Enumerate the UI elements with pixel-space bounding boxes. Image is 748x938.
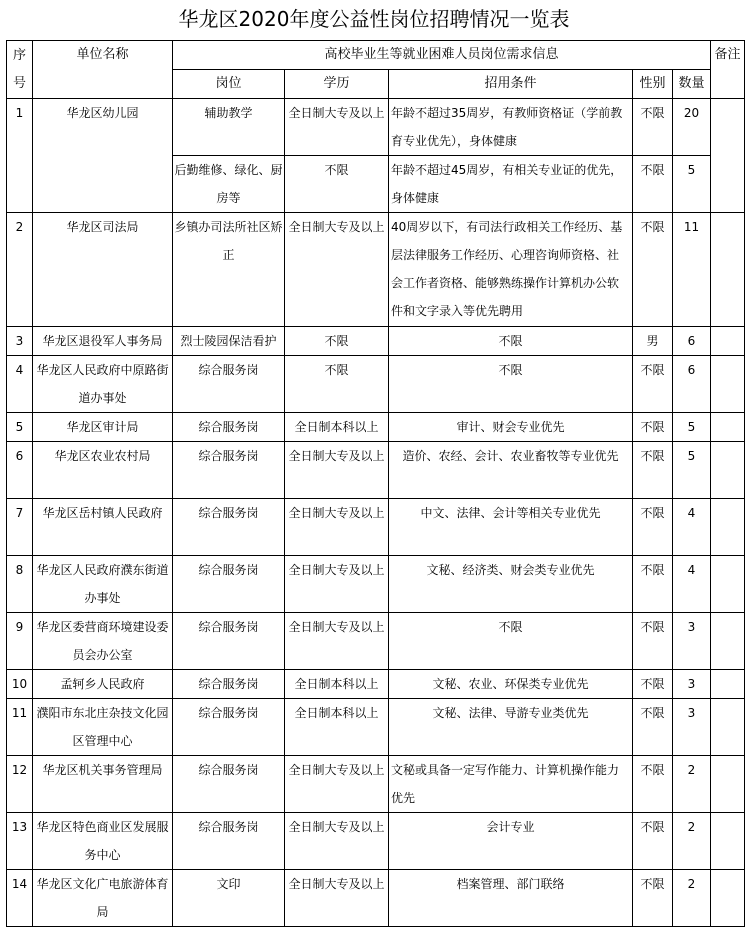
table-row: [7, 327, 745, 356]
cell-edu: 全日制大专及以上: [285, 442, 389, 499]
cell-note: [711, 870, 745, 927]
cell-cond: 年龄不超过35周岁，有教师资格证（学前教育专业优先），身体健康: [389, 99, 633, 156]
cell-count: 3: [673, 613, 711, 670]
cell-count: 6: [673, 327, 711, 356]
cell-note: [711, 613, 745, 670]
cell-sex: 不限: [633, 870, 673, 927]
cell-unit: 华龙区审计局: [33, 413, 173, 442]
cell-sex: 不限: [633, 213, 673, 327]
cell-unit: 华龙区农业农村局: [33, 442, 173, 499]
cell-seq: 8: [7, 556, 33, 613]
cell-sex: 不限: [633, 356, 673, 413]
header-edu: 学历: [285, 70, 389, 99]
cell-edu: 全日制大专及以上: [285, 870, 389, 927]
cell-post: 乡镇办司法所社区矫正: [173, 213, 285, 327]
header-note: 备注: [711, 41, 745, 99]
cell-count: 2: [673, 870, 711, 927]
cell-sex: 不限: [633, 499, 673, 556]
table-row: [7, 213, 745, 327]
cell-cond: 文秘、法律、导游专业类优先: [389, 699, 633, 756]
header-post: 岗位: [173, 70, 285, 99]
cell-cond: 文秘或具备一定写作能力、计算机操作能力优先: [389, 756, 633, 813]
cell-unit: 华龙区机关事务管理局: [33, 756, 173, 813]
cell-count: 5: [673, 413, 711, 442]
cell-edu: 全日制本科以上: [285, 670, 389, 699]
cell-sex: 不限: [633, 413, 673, 442]
cell-sex: 不限: [633, 556, 673, 613]
cell-note: [711, 556, 745, 613]
table-row: [7, 442, 745, 499]
cell-sex: 不限: [633, 442, 673, 499]
cell-sex: 不限: [633, 670, 673, 699]
cell-seq: 1: [7, 99, 33, 213]
cell-note: [711, 442, 745, 499]
table-row: [7, 870, 745, 927]
cell-sex: 不限: [633, 756, 673, 813]
cell-edu: 全日制大专及以上: [285, 613, 389, 670]
cell-count: 3: [673, 699, 711, 756]
cell-note: [711, 213, 745, 327]
cell-seq: 14: [7, 870, 33, 927]
cell-post: 综合服务岗: [173, 442, 285, 499]
cell-note: [711, 356, 745, 413]
cell-note: [711, 327, 745, 356]
cell-unit: 华龙区委营商环境建设委员会办公室: [33, 613, 173, 670]
cell-seq: 12: [7, 756, 33, 813]
cell-cond: 不限: [389, 356, 633, 413]
cell-note: [711, 813, 745, 870]
cell-unit: 濮阳市东北庄杂技文化园区管理中心: [33, 699, 173, 756]
header-seq: 序号: [7, 41, 33, 99]
cell-post: 综合服务岗: [173, 699, 285, 756]
cell-post: 综合服务岗: [173, 613, 285, 670]
cell-seq: 4: [7, 356, 33, 413]
header-group: 高校毕业生等就业困难人员岗位需求信息: [173, 41, 711, 70]
cell-count: 3: [673, 670, 711, 699]
cell-seq: 6: [7, 442, 33, 499]
recruitment-table: [6, 40, 745, 927]
cell-unit: 华龙区幼儿园: [33, 99, 173, 213]
cell-cond: 会计专业: [389, 813, 633, 870]
cell-post: 综合服务岗: [173, 413, 285, 442]
cell-seq: 5: [7, 413, 33, 442]
cell-note: [711, 499, 745, 556]
cell-note: [711, 670, 745, 699]
header-sex: 性别: [633, 70, 673, 99]
table-row: [7, 670, 745, 699]
cell-count: 2: [673, 756, 711, 813]
cell-note: [711, 699, 745, 756]
cell-edu: 全日制大专及以上: [285, 813, 389, 870]
cell-cond: 文秘、农业、环保类专业优先: [389, 670, 633, 699]
cell-post: 综合服务岗: [173, 356, 285, 413]
cell-count: 4: [673, 556, 711, 613]
cell-sex: 不限: [633, 813, 673, 870]
cell-sex: 不限: [633, 699, 673, 756]
cell-post: 综合服务岗: [173, 756, 285, 813]
cell-cond: 档案管理、部门联络: [389, 870, 633, 927]
table-row: [7, 99, 745, 156]
cell-post: 综合服务岗: [173, 499, 285, 556]
cell-post: 辅助教学: [173, 99, 285, 156]
cell-sex: 不限: [633, 99, 673, 156]
table-row: [7, 613, 745, 670]
cell-cond: 不限: [389, 613, 633, 670]
cell-seq: 13: [7, 813, 33, 870]
cell-unit: 孟轲乡人民政府: [33, 670, 173, 699]
cell-cond: 不限: [389, 327, 633, 356]
page-title: 华龙区2020年度公益性岗位招聘情况一览表: [178, 7, 570, 31]
cell-count: 5: [673, 442, 711, 499]
cell-cond: 审计、财会专业优先: [389, 413, 633, 442]
cell-edu: 全日制大专及以上: [285, 756, 389, 813]
cell-note: [711, 413, 745, 442]
cell-cond: 中文、法律、会计等相关专业优先: [389, 499, 633, 556]
cell-sex: 男: [633, 327, 673, 356]
cell-count: 6: [673, 356, 711, 413]
table-row: [7, 556, 745, 613]
cell-unit: 华龙区文化广电旅游体育局: [33, 870, 173, 927]
table-row: [7, 813, 745, 870]
cell-post: 后勤维修、绿化、厨房等: [173, 156, 285, 213]
header-count: 数量: [673, 70, 711, 99]
cell-note: [711, 99, 745, 213]
cell-unit: 华龙区人民政府中原路街道办事处: [33, 356, 173, 413]
cell-count: 11: [673, 213, 711, 327]
cell-unit: 华龙区特色商业区发展服务中心: [33, 813, 173, 870]
cell-seq: 9: [7, 613, 33, 670]
cell-edu: 全日制大专及以上: [285, 99, 389, 156]
cell-seq: 7: [7, 499, 33, 556]
cell-unit: 华龙区司法局: [33, 213, 173, 327]
cell-post: 综合服务岗: [173, 813, 285, 870]
cell-cond: 年龄不超过45周岁，有相关专业证的优先，身体健康: [389, 156, 633, 213]
cell-unit: 华龙区退役军人事务局: [33, 327, 173, 356]
cell-edu: 全日制大专及以上: [285, 556, 389, 613]
cell-edu: 全日制本科以上: [285, 413, 389, 442]
cell-unit: 华龙区人民政府濮东街道办事处: [33, 556, 173, 613]
cell-count: 2: [673, 813, 711, 870]
cell-count: 4: [673, 499, 711, 556]
cell-post: 文印: [173, 870, 285, 927]
header-unit: 单位名称: [33, 41, 173, 99]
cell-seq: 3: [7, 327, 33, 356]
cell-post: 综合服务岗: [173, 670, 285, 699]
cell-cond: 40周岁以下，有司法行政相关工作经历、基层法律服务工作经历、心理咨询师资格、社会工作者资格、能够熟练操作计算机办公软件和文字录入等优先聘用: [389, 213, 633, 327]
cell-seq: 11: [7, 699, 33, 756]
cell-post: 烈士陵园保洁看护: [173, 327, 285, 356]
cell-seq: 10: [7, 670, 33, 699]
cell-post: 综合服务岗: [173, 556, 285, 613]
cell-edu: 不限: [285, 327, 389, 356]
table-row: [7, 499, 745, 556]
cell-cond: 造价、农经、会计、农业畜牧等专业优先: [389, 442, 633, 499]
cell-sex: 不限: [633, 156, 673, 213]
cell-edu: 不限: [285, 356, 389, 413]
cell-edu: 不限: [285, 156, 389, 213]
table-row: [7, 413, 745, 442]
cell-note: [711, 756, 745, 813]
cell-edu: 全日制大专及以上: [285, 499, 389, 556]
table-row: [7, 699, 745, 756]
cell-sex: 不限: [633, 613, 673, 670]
cell-count: 5: [673, 156, 711, 213]
cell-count: 20: [673, 99, 711, 156]
table-row: [7, 356, 745, 413]
cell-edu: 全日制本科以上: [285, 699, 389, 756]
cell-unit: 华龙区岳村镇人民政府: [33, 499, 173, 556]
cell-edu: 全日制大专及以上: [285, 213, 389, 327]
table-row: [7, 756, 745, 813]
header-cond: 招用条件: [389, 70, 633, 99]
cell-cond: 文秘、经济类、财会类专业优先: [389, 556, 633, 613]
cell-seq: 2: [7, 213, 33, 327]
